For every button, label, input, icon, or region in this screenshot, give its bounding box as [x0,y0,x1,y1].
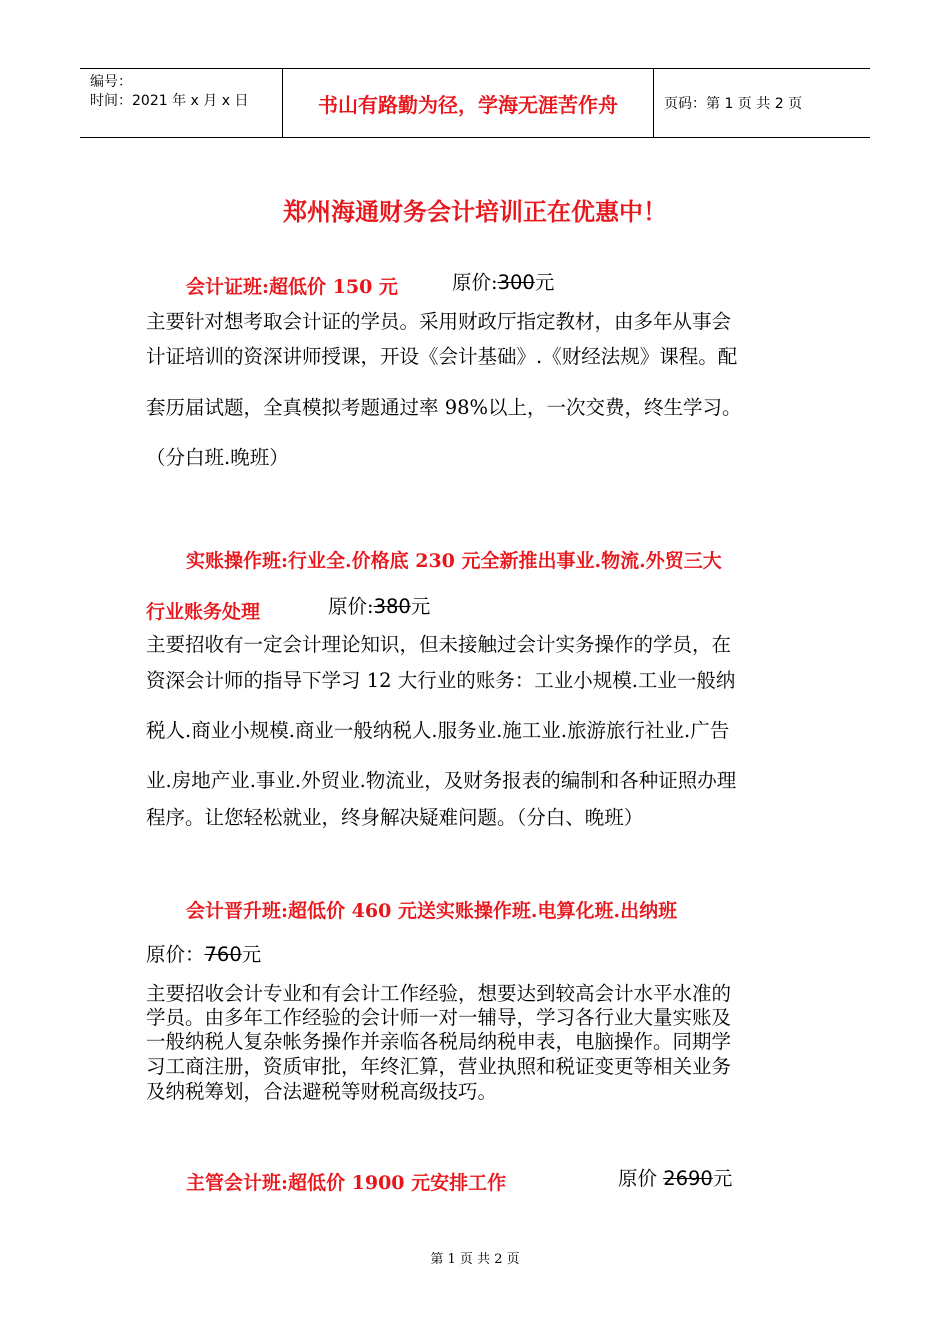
header-time: 时间：2021 年 x 月 x 日 [90,93,249,109]
course4-heading: 主管会计班:超低价 1900 元安排工作 [186,1172,507,1194]
course3-heading: 会计晋升班:超低价 460 元送实账操作班.电算化班.出纳班 [186,900,678,922]
course3-line-5: 及纳税筹划，合法避税等财税高级技巧。 [146,1080,498,1103]
course4-orig-price [618,1169,732,1189]
header-meta [80,69,282,137]
course2-orig-price [328,597,430,617]
course1-line-4: （分白班.晚班） [146,446,289,469]
course2-heading-line2: 行业账务处理 [146,601,261,623]
course1-heading: 会计证班:超低价 150 元 [186,276,398,298]
course1-orig-value: 300 [497,271,535,294]
course3-orig-value: 760 [204,943,242,966]
course3-orig-price [146,945,261,965]
course3-line-3: 一般纳税人复杂帐务操作并亲临各税局纳税申表，电脑操作。同期学 [146,1030,732,1053]
course3-line-1: 主要招收会计专业和有会计工作经验，想要达到较高会计水平水准的 [146,982,732,1005]
header-number: 编号： [90,74,132,90]
course1-line-1: 主要针对想考取会计证的学员。采用财政厅指定教材，由多年从事会 [146,310,732,333]
course2-line-5: 程序。让您轻松就业，终身解决疑难问题。（分白、晚班） [146,806,644,829]
course1-line-2: 计证培训的资深讲师授课，开设《会计基础》.《财经法规》课程。配 [146,345,738,368]
page-header [80,68,870,138]
header-motto-cell [282,69,654,137]
course1-orig-price [452,273,554,293]
course2-line-3: 税人.商业小规模.商业一般纳税人.服务业.施工业.旅游旅行社业.广告 [146,719,730,742]
course4-orig-unit: 元 [712,1167,733,1190]
header-page-info: 页码：第 1 页 共 2 页 [664,96,803,112]
course4-orig-value: 2690 [663,1167,713,1190]
course2-heading-line1: 实账操作班:行业全.价格底 230 元全新推出事业.物流.外贸三大 [186,550,722,572]
course3-orig-label: 原价： [146,943,205,966]
course1-orig-unit: 元 [534,271,555,294]
course1-line-3: 套历届试题，全真模拟考题通过率 98%以上，一次交费，终生学习。 [146,396,742,419]
course2-orig-label: 原价: [328,595,374,618]
course2-line-1: 主要招收有一定会计理论知识，但未接触过会计实务操作的学员，在 [146,633,732,656]
page-footer: 第 1 页 共 2 页 [430,1252,520,1267]
header-motto: 书山有路勤为径，学海无涯苦作舟 [318,92,618,117]
course3-line-4: 习工商注册，资质审批，年终汇算，营业执照和税证变更等相关业务 [146,1055,732,1078]
course2-line-4: 业.房地产业.事业.外贸业.物流业，及财务报表的编制和各种证照办理 [146,769,737,792]
page-title: 郑州海通财务会计培训正在优惠中！ [283,197,667,226]
course2-orig-unit: 元 [410,595,431,618]
course1-orig-label: 原价: [452,271,498,294]
course3-line-2: 学员。由多年工作经验的会计师一对一辅导，学习各行业大量实账及 [146,1006,732,1029]
course2-line-2: 资深会计师的指导下学习 12 大行业的账务：工业小规模.工业一般纳 [146,669,736,692]
course4-orig-label: 原价 [618,1167,664,1190]
course3-orig-unit: 元 [241,943,262,966]
course2-orig-value: 380 [373,595,411,618]
